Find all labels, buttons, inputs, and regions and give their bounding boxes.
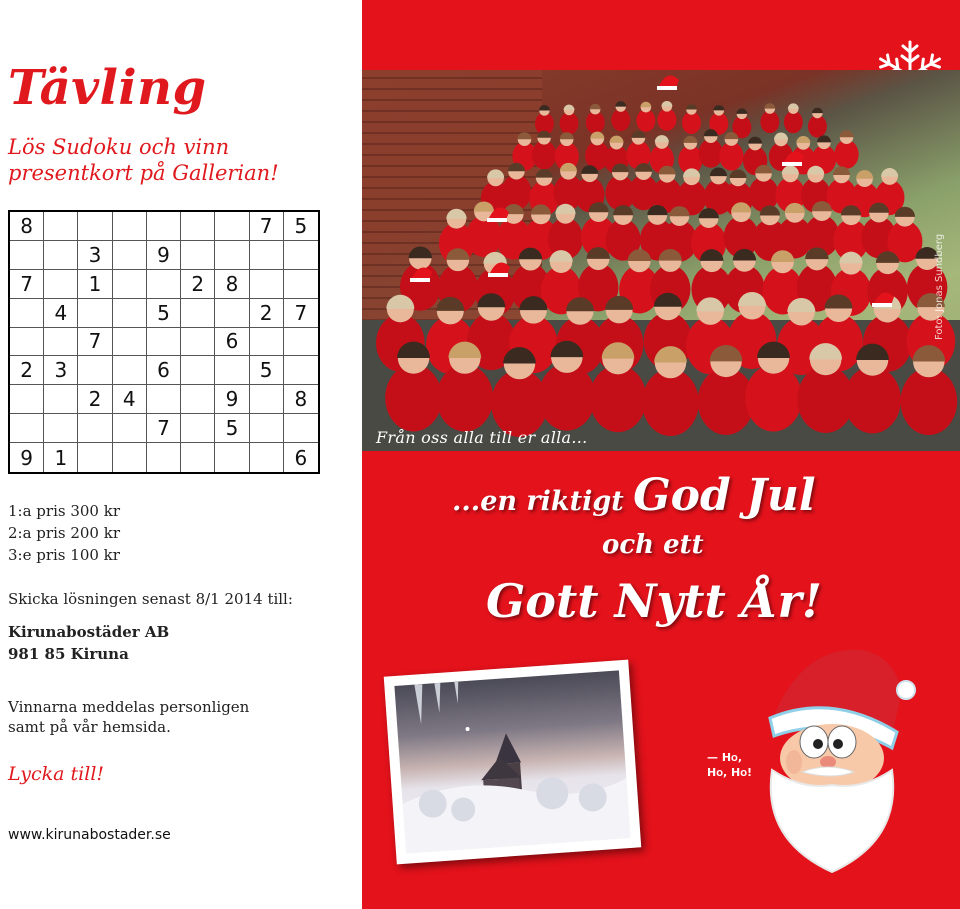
sudoku-cell: 8	[215, 270, 249, 299]
sudoku-cell	[284, 414, 318, 443]
sudoku-cell	[113, 356, 147, 385]
santa-speech-line-1: — Ho,	[707, 751, 743, 764]
sudoku-cell	[10, 414, 44, 443]
sudoku-cell	[147, 328, 181, 357]
competition-title: Tävling	[8, 60, 207, 116]
sudoku-cell	[215, 356, 249, 385]
sudoku-cell: 3	[44, 356, 78, 385]
sudoku-cell	[113, 414, 147, 443]
sudoku-cell	[147, 270, 181, 299]
sudoku-cell: 2	[181, 270, 215, 299]
sudoku-cell	[215, 241, 249, 270]
sudoku-cell: 5	[284, 212, 318, 241]
sudoku-cell: 8	[284, 385, 318, 414]
sudoku-cell	[44, 385, 78, 414]
sudoku-cell: 2	[78, 385, 112, 414]
sudoku-cell	[78, 299, 112, 328]
mailing-address	[8, 621, 169, 665]
sudoku-cell	[113, 443, 147, 472]
sudoku-cell: 6	[147, 356, 181, 385]
sudoku-cell	[44, 270, 78, 299]
photo-credit: Foto: Jonas Sundberg	[934, 233, 945, 340]
sudoku-cell	[44, 328, 78, 357]
sudoku-cell: 7	[10, 270, 44, 299]
sudoku-grid	[8, 210, 320, 474]
sudoku-cell: 5	[147, 299, 181, 328]
sudoku-cell	[181, 212, 215, 241]
sudoku-cell	[113, 270, 147, 299]
photo-caption: Från oss alla till er alla...	[376, 428, 588, 447]
sudoku-cell	[250, 270, 284, 299]
address-city: 981 85 Kiruna	[8, 645, 129, 663]
competition-panel	[0, 0, 362, 909]
sudoku-cell: 4	[44, 299, 78, 328]
winners-line-1: Vinnarna meddelas personligen	[8, 698, 250, 716]
sudoku-cell	[284, 356, 318, 385]
sudoku-cell	[10, 385, 44, 414]
sudoku-cell: 4	[113, 385, 147, 414]
sudoku-cell	[10, 241, 44, 270]
sudoku-cell: 2	[250, 299, 284, 328]
staff-group-photo	[362, 70, 960, 451]
sudoku-cell	[147, 385, 181, 414]
submission-deadline: Skicka lösningen senast 8/1 2014 till:	[8, 590, 293, 608]
sudoku-cell: 6	[294, 445, 308, 470]
website-link[interactable]: www.kirunabostader.se	[8, 827, 171, 843]
sudoku-cell	[78, 443, 112, 472]
sudoku-cell	[44, 241, 78, 270]
sudoku-cell	[181, 356, 215, 385]
sudoku-cell	[10, 299, 44, 328]
sudoku-cell	[284, 270, 318, 299]
sudoku-cell: 9	[215, 385, 249, 414]
sudoku-cell	[181, 299, 215, 328]
greeting-line-2: och ett	[602, 530, 704, 560]
sudoku-cell	[215, 299, 249, 328]
sudoku-cell	[44, 212, 78, 241]
sudoku-cell	[250, 328, 284, 357]
sudoku-cell	[44, 414, 78, 443]
winter-postcard-photo	[384, 660, 642, 865]
prize-third: 3:e pris 100 kr	[8, 546, 120, 564]
crowd-of-people	[362, 70, 960, 451]
santa-claus-illustration	[742, 640, 922, 880]
sudoku-cell	[147, 443, 181, 472]
sudoku-cell	[215, 212, 249, 241]
sudoku-cell	[113, 299, 147, 328]
greeting-line-3: Gott Nytt År!	[486, 574, 822, 628]
sudoku-cell	[113, 212, 147, 241]
sudoku-cell	[147, 212, 181, 241]
sudoku-cell	[284, 241, 318, 270]
sudoku-cell	[250, 241, 284, 270]
sudoku-cell: 2	[10, 356, 44, 385]
greeting-intro: ...en riktigt	[452, 486, 634, 517]
good-luck-text: Lycka till!	[8, 763, 105, 785]
sudoku-cell: 7	[78, 328, 112, 357]
santa-speech-bubble	[707, 750, 752, 780]
address-company: Kirunabostäder AB	[8, 623, 170, 641]
prize-first: 1:a pris 300 kr	[8, 502, 121, 520]
sudoku-cell	[284, 328, 318, 357]
prize-list	[8, 500, 120, 566]
sudoku-cell: 1	[78, 270, 112, 299]
sudoku-cell: 9	[10, 443, 44, 472]
sudoku-cell	[215, 443, 249, 472]
sudoku-cell	[181, 328, 215, 357]
sudoku-cell	[181, 241, 215, 270]
sudoku-cell	[113, 328, 147, 357]
competition-subtitle: Lös Sudoku och vinn presentkort på Gallerian!	[8, 135, 279, 185]
sudoku-cell	[250, 443, 284, 472]
greeting-god-jul: God Jul	[633, 470, 816, 521]
sudoku-cell	[181, 385, 215, 414]
sudoku-cell	[10, 328, 44, 357]
winners-notice	[8, 697, 249, 737]
sudoku-cell	[181, 443, 215, 472]
prize-second: 2:a pris 200 kr	[8, 524, 121, 542]
sudoku-cell	[78, 414, 112, 443]
sudoku-cell	[250, 414, 284, 443]
sudoku-cell: 6	[215, 328, 249, 357]
santa-speech-line-2: Ho, Ho!	[707, 766, 753, 779]
snowy-church-scene	[394, 670, 630, 853]
sudoku-cell: 7	[147, 414, 181, 443]
sudoku-cell	[78, 212, 112, 241]
sudoku-cell	[181, 414, 215, 443]
sudoku-cell	[250, 385, 284, 414]
greeting-line-1	[452, 470, 816, 521]
sudoku-cell	[113, 241, 147, 270]
winners-line-2: samt på vår hemsida.	[8, 718, 171, 736]
sudoku-cell: 1	[44, 443, 78, 472]
sudoku-cell: 7	[284, 299, 318, 328]
sudoku-cell: 5	[215, 414, 249, 443]
sudoku-cell: 3	[78, 241, 112, 270]
sudoku-cell: 7	[250, 212, 284, 241]
sudoku-cell: 8	[10, 212, 44, 241]
sudoku-cell: 5	[250, 356, 284, 385]
sudoku-cell	[78, 356, 112, 385]
christmas-greeting-panel	[362, 0, 960, 909]
sudoku-cell: 9	[147, 241, 181, 270]
